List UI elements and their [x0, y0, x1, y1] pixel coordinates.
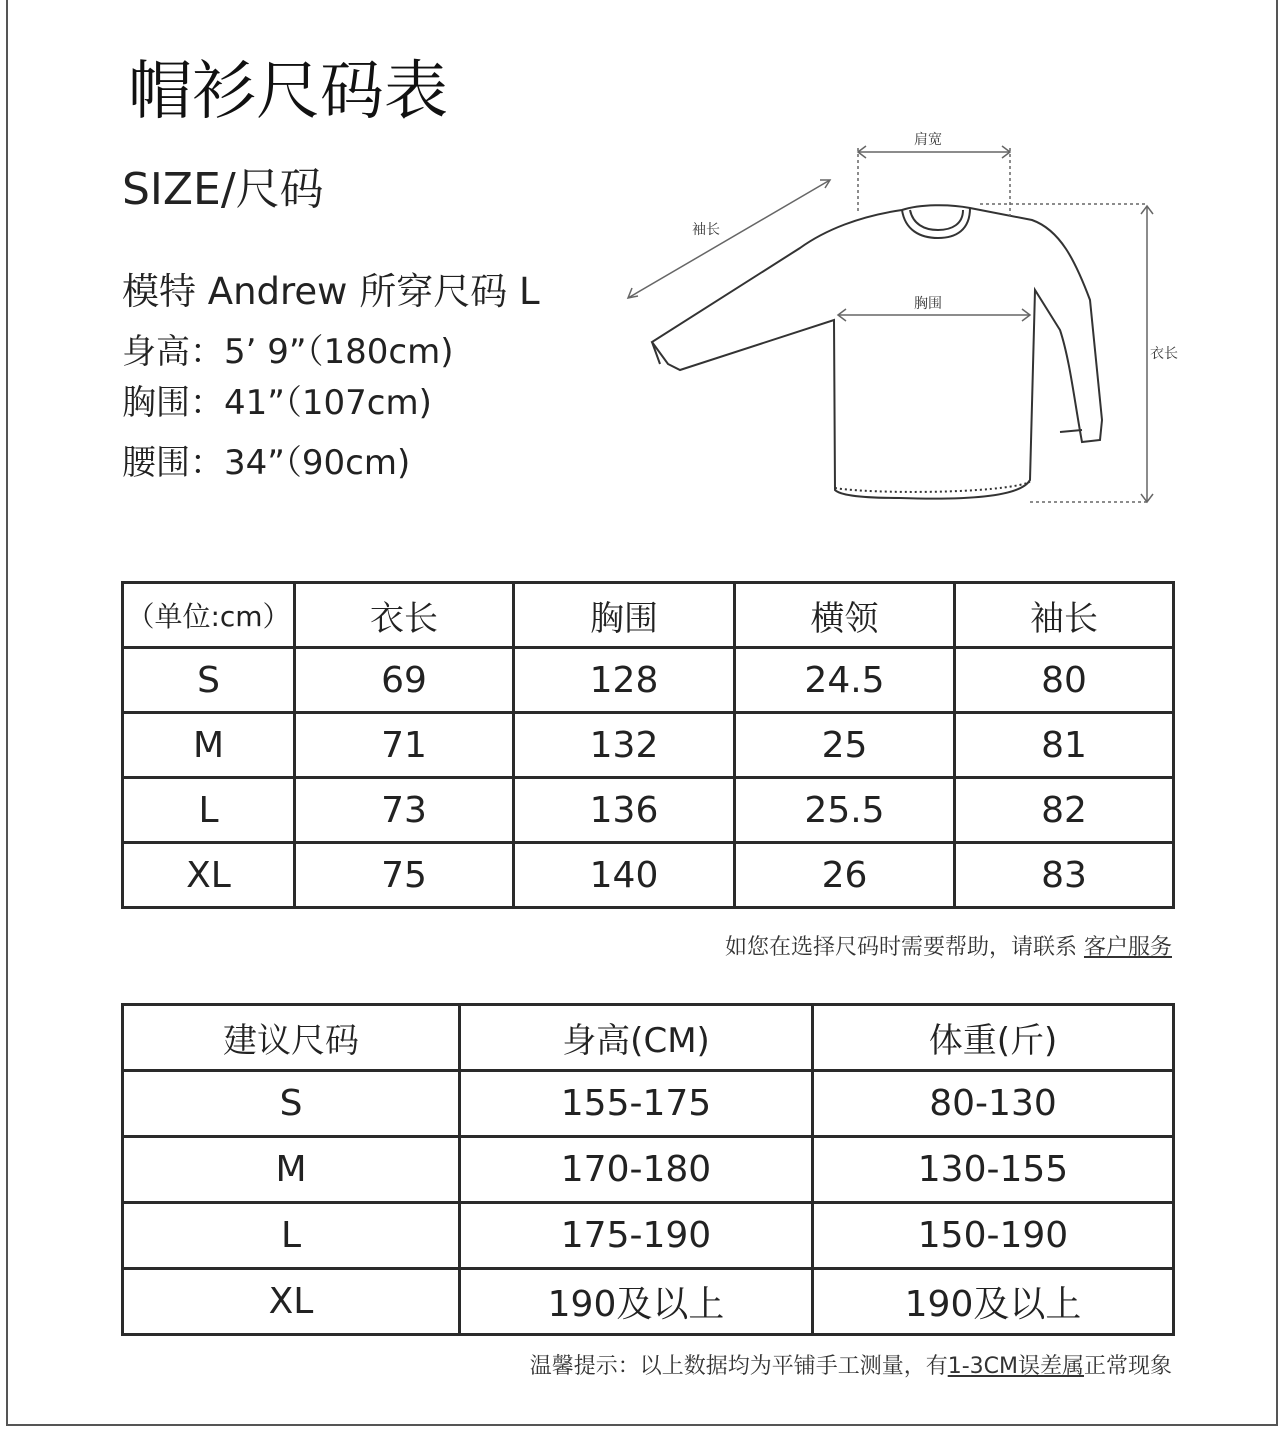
- model-info-waist: 腰围：34”（90cm): [122, 443, 411, 483]
- cell-sleeve: 81: [955, 713, 1174, 778]
- cell-size: L: [123, 778, 295, 843]
- sweatshirt-icon: [652, 205, 1102, 498]
- label-shoulder: 肩宽: [914, 132, 942, 148]
- tip-note-underlined: 1-3CM误差属: [947, 1354, 1084, 1379]
- cell-size: M: [123, 1137, 460, 1203]
- header-suggest-size: 建议尺码: [123, 1005, 460, 1071]
- cell-size: L: [123, 1203, 460, 1269]
- cell-length: 71: [295, 713, 514, 778]
- cell-weight: 190及以上: [813, 1269, 1174, 1335]
- cell-size: S: [123, 1071, 460, 1137]
- help-note-text: 如您在选择尺码时需要帮助，请联系: [724, 935, 1084, 960]
- header-length: 衣长: [295, 583, 514, 648]
- header-chest: 胸围: [514, 583, 735, 648]
- table-row: [123, 843, 1174, 908]
- label-length: 衣长: [1150, 346, 1178, 362]
- cell-collar: 25: [735, 713, 955, 778]
- cell-height: 170-180: [460, 1137, 813, 1203]
- cell-length: 69: [295, 648, 514, 713]
- table-row: [123, 1071, 1174, 1137]
- cell-collar: 24.5: [735, 648, 955, 713]
- size-suggestion-table: [121, 1003, 1175, 1336]
- cell-length: 73: [295, 778, 514, 843]
- cell-height: 190及以上: [460, 1269, 813, 1335]
- cell-size: XL: [123, 1269, 460, 1335]
- header-collar: 横领: [735, 583, 955, 648]
- cell-height: 155-175: [460, 1071, 813, 1137]
- cell-chest: 136: [514, 778, 735, 843]
- table-row: [123, 1203, 1174, 1269]
- label-chest: 胸围: [914, 296, 942, 312]
- cell-weight: 80-130: [813, 1071, 1174, 1137]
- model-info-name: 模特 Andrew 所穿尺码 L: [122, 270, 540, 313]
- cell-chest: 132: [514, 713, 735, 778]
- cell-length: 75: [295, 843, 514, 908]
- measurement-table: [121, 581, 1175, 909]
- tip-note-suffix: 正常现象: [1083, 1354, 1172, 1379]
- cell-size: XL: [123, 843, 295, 908]
- header-sleeve: 袖长: [955, 583, 1174, 648]
- label-sleeve: 袖长: [692, 222, 720, 238]
- cell-height: 175-190: [460, 1203, 813, 1269]
- size-heading: SIZE/尺码: [122, 164, 324, 215]
- cell-chest: 140: [514, 843, 735, 908]
- table-header-row: [123, 1005, 1174, 1071]
- cell-size: S: [123, 648, 295, 713]
- tip-note-prefix: 温馨提示：以上数据均为平铺手工测量，有: [529, 1354, 948, 1379]
- cell-size: M: [123, 713, 295, 778]
- cell-chest: 128: [514, 648, 735, 713]
- cell-collar: 25.5: [735, 778, 955, 843]
- cell-weight: 130-155: [813, 1137, 1174, 1203]
- table-header-row: [123, 583, 1174, 648]
- table-row: [123, 713, 1174, 778]
- model-info-chest: 胸围：41”（107cm): [122, 383, 432, 423]
- customer-service-link[interactable]: 客户服务: [1083, 935, 1172, 960]
- cell-collar: 26: [735, 843, 955, 908]
- cell-sleeve: 80: [955, 648, 1174, 713]
- sweatshirt-measure-diagram: [620, 120, 1200, 520]
- cell-sleeve: 83: [955, 843, 1174, 908]
- table-row: [123, 1137, 1174, 1203]
- table-row: [123, 648, 1174, 713]
- page-title: 帽衫尺码表: [128, 55, 448, 129]
- model-info-height: 身高：5’ 9”（180cm): [122, 332, 454, 372]
- table-row: [123, 778, 1174, 843]
- table-row: [123, 1269, 1174, 1335]
- help-note: [725, 930, 1172, 961]
- header-weight: 体重(斤): [813, 1005, 1174, 1071]
- cell-weight: 150-190: [813, 1203, 1174, 1269]
- header-unit: （单位:cm）: [123, 583, 295, 648]
- cell-sleeve: 82: [955, 778, 1174, 843]
- tip-note: [530, 1349, 1172, 1380]
- header-height: 身高(CM): [460, 1005, 813, 1071]
